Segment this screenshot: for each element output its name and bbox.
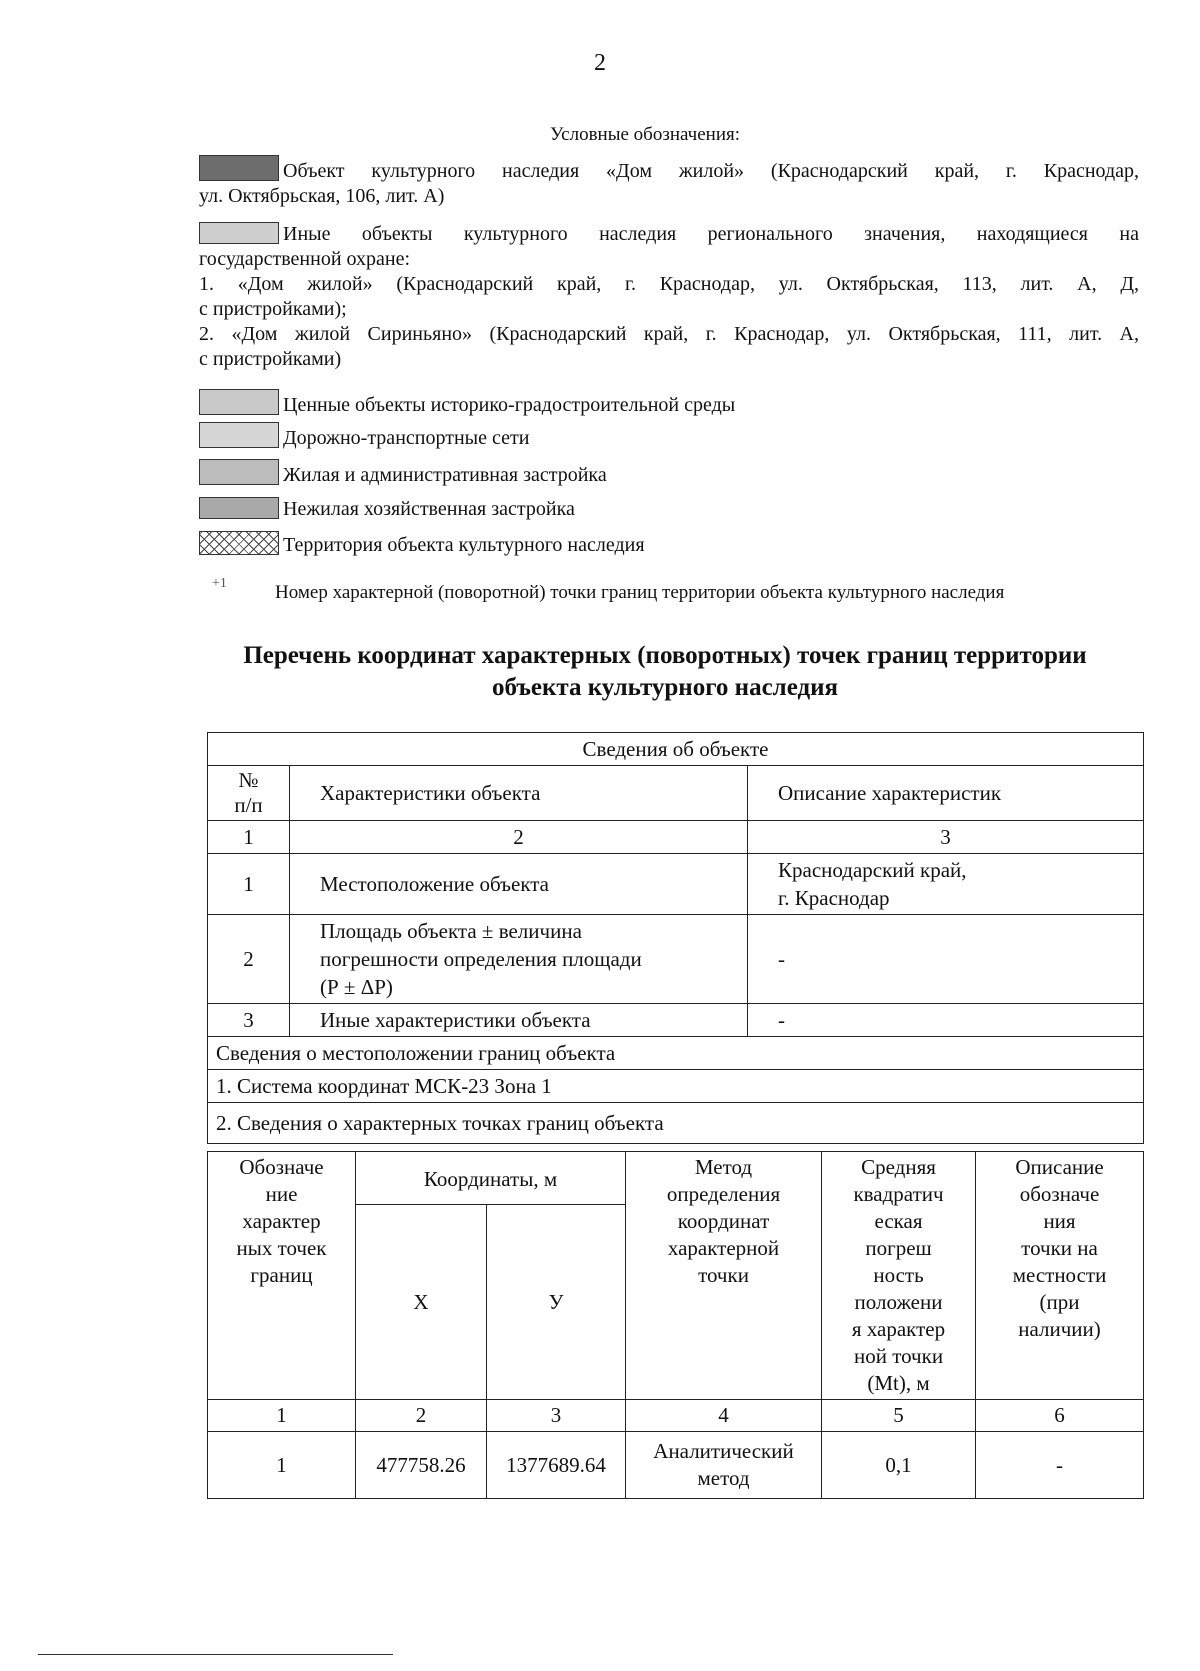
point-error: 0,1: [822, 1432, 976, 1499]
table-row: [208, 1432, 1144, 1499]
header-error: Средняя квадратич еская погреш ность положени я характер ной точки (Mt), м: [822, 1152, 976, 1400]
legend-other-item-2: 2. «Дом жилой Сириньяно» (Краснодарский край, г. Краснодар, ул. Октябрьская, 111, лит. А,: [199, 323, 1139, 345]
row-value: -: [748, 1004, 1144, 1037]
point-description: -: [976, 1432, 1144, 1499]
coordinates-table: [207, 1151, 1144, 1499]
legend-other-item-1: 1. «Дом жилой» (Краснодарский край, г. Краснодар, ул. Октябрьская, 113, лит. А, Д,: [199, 273, 1139, 295]
object-info-title: Сведения об объекте: [208, 733, 1144, 766]
row-num: 1: [208, 854, 290, 915]
table-row: [208, 1004, 1144, 1037]
legend-territory: [199, 531, 1139, 558]
header-designation: Обозначе ние характер ных точек границ: [208, 1152, 356, 1400]
col-number: 1: [208, 1400, 356, 1432]
header-num: № п/п: [208, 766, 290, 821]
coord-system: 1. Система координат МСК-23 Зона 1: [208, 1070, 1144, 1103]
legend-main-object: [199, 155, 1139, 209]
legend-nonresidential: [199, 497, 1139, 522]
row-num: 2: [208, 915, 290, 1004]
point-y: 1377689.64: [487, 1432, 626, 1499]
table-row: [208, 1037, 1144, 1070]
point-x: 477758.26: [356, 1432, 487, 1499]
col-number: 3: [748, 821, 1144, 854]
legend-swatch-residential: [199, 459, 279, 485]
legend-other-objects-text-2: государственной охране:: [199, 248, 411, 270]
row-name: Площадь объекта ± величина погрешности определения площади (Р ± ΔР): [290, 915, 748, 1004]
legend-main-object-text: Объект культурного наследия «Дом жилой» (Краснодарский край, г. Краснодар,: [283, 160, 1139, 182]
legend-point-number: Номер характерной (поворотной) точки границ территории объекта культурного наследия: [275, 582, 1005, 603]
legend-valuable-text: Ценные объекты историко-градостроительной среды: [283, 394, 736, 416]
legend-title: Условные обозначения:: [550, 124, 741, 145]
table-row: [208, 1400, 1144, 1432]
legend-residential: [199, 459, 1139, 488]
legend-swatch-territory: [199, 531, 279, 555]
col-number: 6: [976, 1400, 1144, 1432]
page-number: 2: [594, 50, 606, 76]
legend-main-object-text-2: ул. Октябрьская, 106, лит. А): [199, 185, 445, 207]
col-number: 2: [290, 821, 748, 854]
header-description: Описание характеристик: [748, 766, 1144, 821]
row-value: Краснодарский край, г. Краснодар: [748, 854, 1144, 915]
point-id: 1: [208, 1432, 356, 1499]
points-section-title: 2. Сведения о характерных точках границ объекта: [208, 1103, 1144, 1144]
col-number: 2: [356, 1400, 487, 1432]
point-method: Аналитический метод: [626, 1432, 822, 1499]
legend-valuable: [199, 389, 1139, 418]
header-characteristics: Характеристики объекта: [290, 766, 748, 821]
legend-roads-text: Дорожно-транспортные сети: [283, 427, 530, 449]
header-x: Х: [356, 1205, 487, 1400]
legend-swatch-other-objects: [199, 222, 279, 244]
table-row: [208, 915, 1144, 1004]
table-row: [208, 821, 1144, 854]
col-number: 4: [626, 1400, 822, 1432]
table-row: [208, 1070, 1144, 1103]
legend-roads: [199, 422, 1139, 451]
table-row: [208, 1152, 1144, 1205]
table-row: [208, 854, 1144, 915]
col-number: 5: [822, 1400, 976, 1432]
legend-other-item-2-cont: с пристройками): [199, 348, 342, 370]
header-coordinates: Координаты, м: [356, 1152, 626, 1205]
location-section-title: Сведения о местоположении границ объекта: [208, 1037, 1144, 1070]
header-method: Метод определения координат характерной точки: [626, 1152, 822, 1400]
point-number-symbol: +1: [212, 576, 227, 591]
legend-other-objects-text: Иные объекты культурного наследия регионального значения, находящиеся на: [283, 223, 1139, 245]
table-row: [208, 766, 1144, 821]
legend-swatch-valuable: [199, 389, 279, 415]
header-point-description: Описание обозначе ния точки на местности (при наличии): [976, 1152, 1144, 1400]
row-name: Местоположение объекта: [290, 854, 748, 915]
row-num: 3: [208, 1004, 290, 1037]
page-title-line-1: Перечень координат характерных (поворотных) точек границ территории: [243, 642, 1087, 669]
footer-divider: [38, 1654, 393, 1655]
table-row: [208, 733, 1144, 766]
row-name: Иные характеристики объекта: [290, 1004, 748, 1037]
page-title: [190, 640, 1140, 704]
col-number: 1: [208, 821, 290, 854]
legend-residential-text: Жилая и административная застройка: [283, 464, 607, 486]
legend-other-objects: [199, 222, 1139, 372]
legend-territory-text: Территория объекта культурного наследия: [283, 534, 645, 556]
legend-swatch-roads: [199, 422, 279, 448]
legend-swatch-main-object: [199, 155, 279, 181]
table-row: [208, 1103, 1144, 1144]
legend-other-item-1-cont: с пристройками);: [199, 298, 347, 320]
legend-swatch-nonresidential: [199, 497, 279, 519]
row-value: -: [748, 915, 1144, 1004]
legend-nonresidential-text: Нежилая хозяйственная застройка: [283, 498, 575, 520]
col-number: 3: [487, 1400, 626, 1432]
header-y: У: [487, 1205, 626, 1400]
page-title-line-2: объекта культурного наследия: [491, 674, 839, 701]
object-info-table: [207, 732, 1144, 1144]
